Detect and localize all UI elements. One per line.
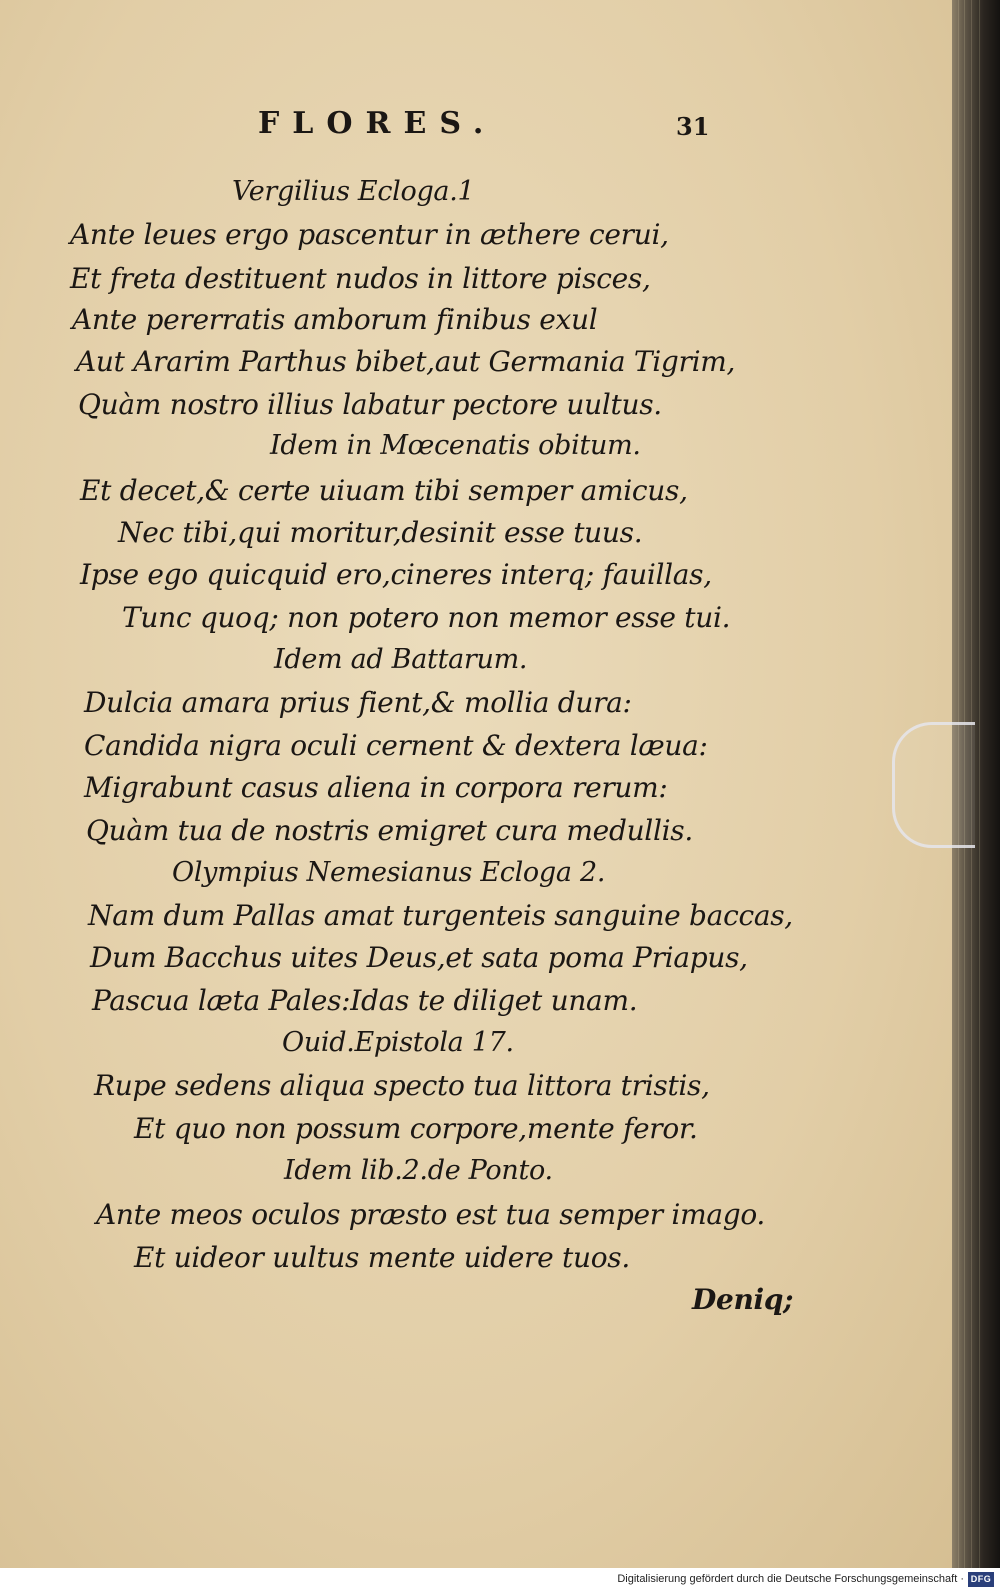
verse-line: Pascua læta Pales:Idas te diliget unam. (92, 984, 638, 1017)
verse-line: Ante meos oculos præsto est tua semper imago. (96, 1198, 766, 1231)
verse-line: Aut Ararim Parthus bibet,aut Germania Tigrim, (76, 345, 736, 378)
verse-line: Nam dum Pallas amat turgenteis sanguine baccas, (88, 899, 793, 932)
footer-bar (0, 1568, 1000, 1593)
verse-line: Dum Bacchus uites Deus,et sata poma Priapus, (90, 941, 748, 974)
verse-heading: Idem in Mœcenatis obitum. (270, 430, 641, 461)
verse-line: Rupe sedens aliqua specto tua littora tristis, (94, 1069, 710, 1102)
verse-line: Et quo non possum corpore,mente feror. (134, 1112, 698, 1145)
verse-line: Tunc quoq; non potero non memor esse tui. (122, 601, 731, 634)
verse-heading: Olympius Nemesianus Ecloga 2. (172, 857, 606, 888)
verse-heading: Ouid.Epistola 17. (282, 1027, 514, 1058)
catchword: Deniq; (692, 1283, 794, 1316)
verse-line: Ipse ego quicquid ero,cineres interq; fauillas, (80, 558, 712, 591)
page-number: 31 (676, 112, 710, 141)
verse-line: Candida nigra oculi cernent & dextera læua: (84, 729, 708, 762)
verse-line: Ante leues ergo pascentur in æthere cerui, (70, 218, 669, 251)
dfg-logo: DFG (968, 1572, 994, 1587)
verse-line: Quàm tua de nostris emigret cura medullis. (86, 814, 693, 847)
verse-line: Dulcia amara prius fient,& mollia dura: (84, 686, 632, 719)
verse-heading: Idem ad Battarum. (274, 644, 528, 675)
verse-line: Et uideor uultus mente uidere tuos. (134, 1241, 630, 1274)
show-through (560, 128, 860, 158)
verse-line: Ante pererratis amborum finibus exul (72, 303, 598, 336)
verse-heading: Idem lib.2.de Ponto. (284, 1155, 553, 1186)
verse-heading: Vergilius Ecloga.1 (232, 176, 475, 207)
verse-line: Quàm nostro illius labatur pectore uultus. (78, 388, 662, 421)
verse-line: Et decet,& certe uiuam tibi semper amicus, (80, 474, 688, 507)
verse-line: Nec tibi,qui moritur,desinit esse tuus. (118, 516, 643, 549)
verse-line: Migrabunt casus aliena in corpora rerum: (84, 771, 668, 804)
funding-credit: Digitalisierung gefördert durch die Deutsche Forschungsgemeinschaft · (617, 1573, 964, 1585)
verse-line: Et freta destituent nudos in littore pisces, (70, 262, 651, 295)
page-clip (892, 722, 975, 848)
running-head: FLORES. (258, 106, 497, 141)
